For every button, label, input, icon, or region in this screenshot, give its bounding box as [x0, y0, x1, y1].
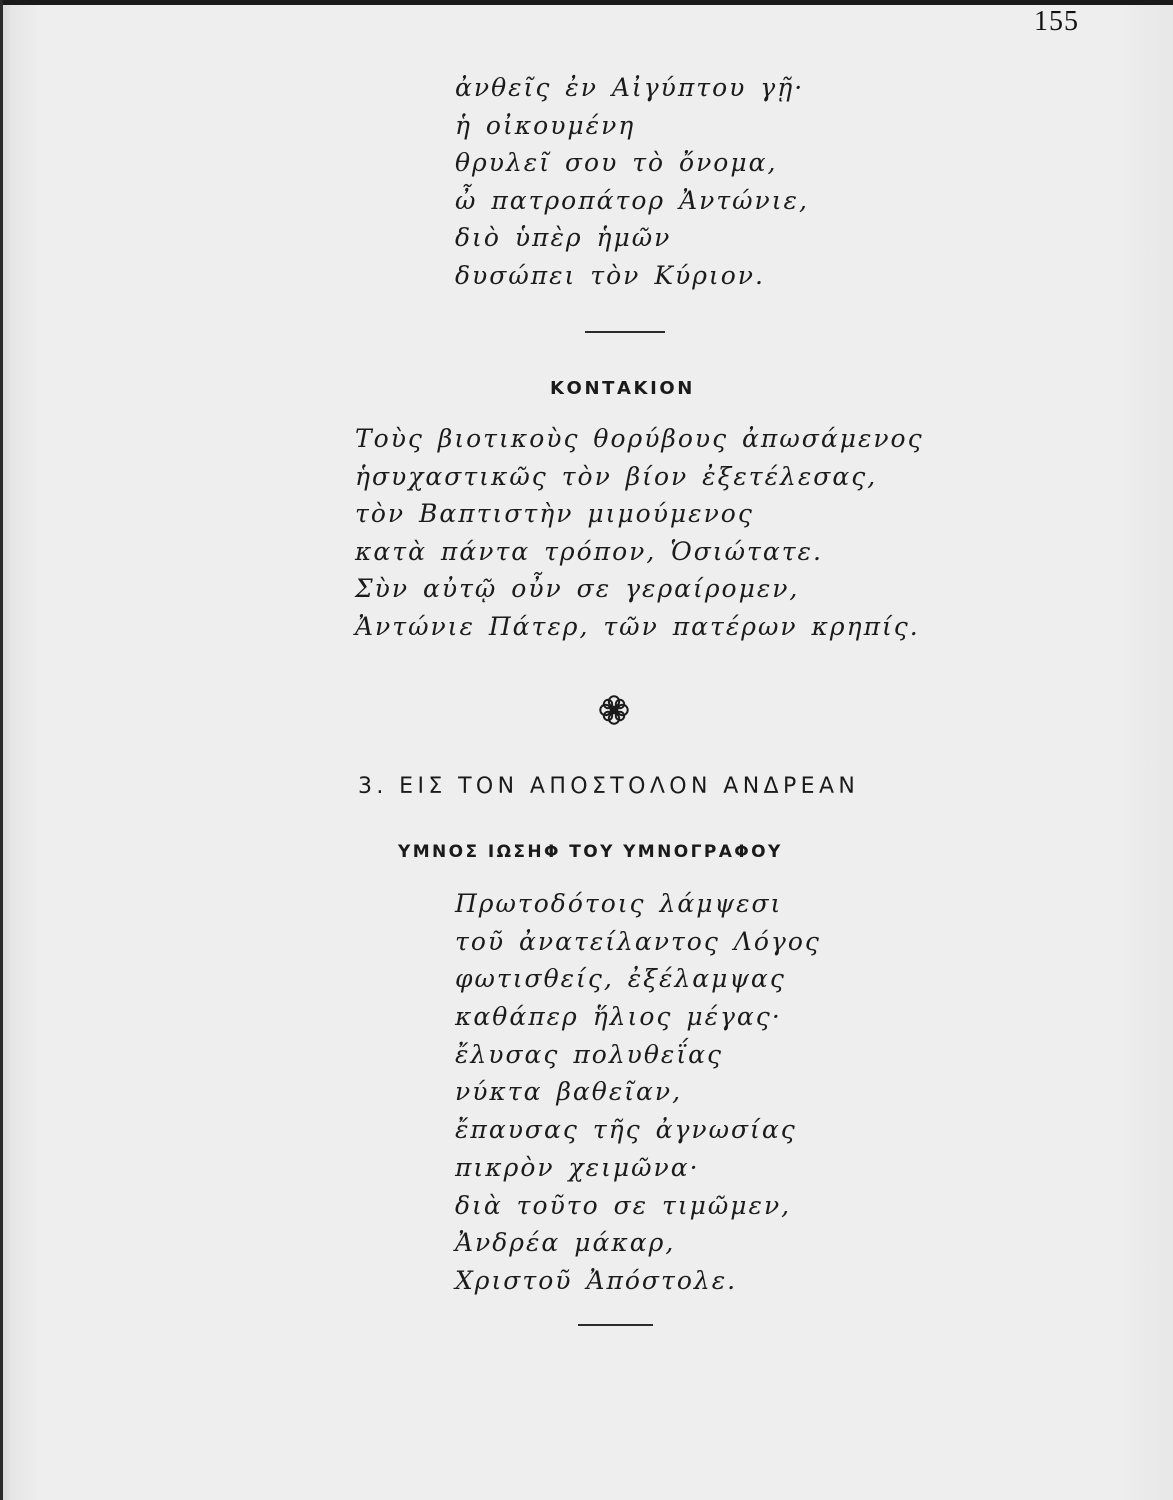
verse-line: νύκτα βαθεῖαν,	[455, 1077, 683, 1107]
kontakion-verse	[355, 420, 924, 645]
verse-line: ἡ οἰκουμένη	[455, 110, 636, 140]
verse-line: Χριστοῦ Ἀπόστολε.	[455, 1265, 738, 1295]
verse-line: διὸ ὑπὲρ ἡμῶν	[455, 223, 672, 252]
kontakion-heading: ΚΟΝΤΑΚΙΟΝ	[550, 378, 695, 399]
verse-line: ἀνθεῖς ἐν Αἰγύπτου γῇ·	[455, 73, 805, 102]
verse-line: θρυλεῖ σου τὸ ὄνομα,	[455, 148, 778, 177]
verse-line: Ἀντώνιε Πάτερ, τῶν πατέρων κρηπίς.	[355, 611, 920, 641]
page-number: 155	[1034, 6, 1079, 37]
andrew-hymn-verse	[455, 885, 821, 1300]
verse-line: διὰ τοῦτο σε τιμῶμεν,	[455, 1190, 792, 1220]
section-divider	[578, 1324, 653, 1326]
opening-verse	[455, 69, 809, 294]
verse-line: ὦ πατροπάτορ Ἀντώνιε,	[455, 185, 809, 215]
verse-line: δυσώπει τὸν Κύριον.	[455, 260, 765, 290]
verse-line: τὸν Βαπτιστὴν μιμούμενος	[355, 499, 754, 528]
section-divider	[585, 331, 665, 333]
verse-line: φωτισθείς, ἐξέλαμψας	[455, 964, 786, 994]
verse-line: Τοὺς βιοτικοὺς θορύβους ἀπωσάμενος	[355, 424, 924, 453]
page-left-edge	[0, 0, 3, 1500]
verse-line: Σὺν αὐτῷ οὖν σε γεραίρομεν,	[355, 574, 800, 603]
verse-line: κατὰ πάντα τρόπον, Ὁσιώτατε.	[355, 536, 823, 566]
section-title: 3. ΕΙΣ ΤΟΝ ΑΠΟΣΤΟΛΟΝ ΑΝΔΡΕΑΝ	[358, 774, 860, 799]
verse-line: καθάπερ ἥλιος μέγας·	[455, 1002, 782, 1032]
verse-line: ἡσυχαστικῶς τὸν βίον ἐξετέλεσας,	[355, 461, 878, 491]
verse-line: Ἀνδρέα μάκαρ,	[455, 1228, 676, 1258]
verse-line: ἔλυσας πολυθεΐας	[455, 1039, 724, 1069]
verse-line: ἔπαυσας τῆς ἀγνωσίας	[455, 1115, 797, 1145]
hymn-subheading: ΥΜΝΟΣ ΙΩΣΗΦ ΤΟΥ ΥΜΝΟΓΡΑΦΟΥ	[398, 842, 783, 862]
verse-line: πικρὸν χειμῶνα·	[455, 1152, 700, 1182]
top-edge-rule	[0, 0, 1173, 5]
verse-line: τοῦ ἀνατείλαντος Λόγος	[455, 926, 821, 956]
verse-line: Πρωτοδότοις λάμψεσι	[455, 889, 783, 918]
flower-ornament-icon	[597, 693, 631, 727]
